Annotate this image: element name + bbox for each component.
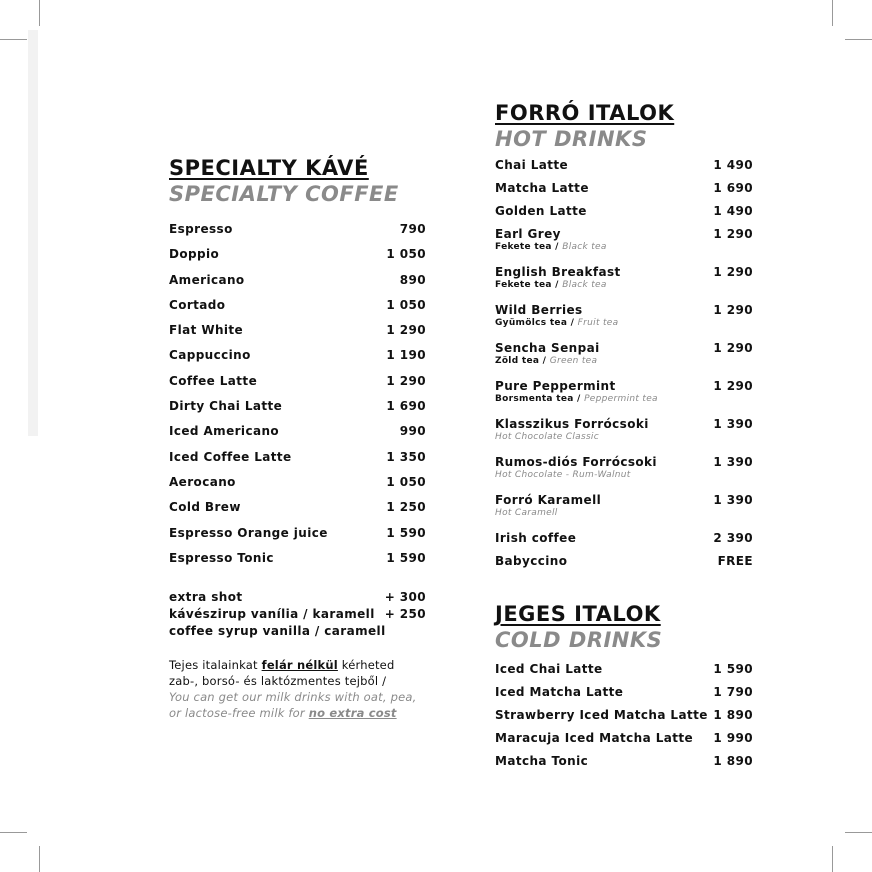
menu-item [495,417,753,455]
menu-item-subtitle [495,508,753,518]
menu-item-subtitle [495,280,753,290]
menu-item-price: + 300 [384,590,426,605]
menu-item-name: Golden Latte [495,204,587,218]
menu-item [169,273,426,298]
menu-item-name: Iced Chai Latte [495,662,603,676]
menu-item-name: Iced Americano [169,424,280,439]
menu-item-price: FREE [717,554,753,568]
menu-item-price: 1 390 [713,455,753,469]
crop-mark [832,846,833,872]
crop-mark [0,39,27,40]
menu-item [495,227,753,265]
specialty-coffee-section [169,155,426,721]
section-title-en: SPECIALTY COFFEE [169,182,399,206]
hot-drinks-section [495,100,753,577]
menu-item-subtitle [495,394,753,404]
subtitle-en: Hot Chocolate Classic [495,432,599,442]
menu-item-price: 1 190 [386,348,426,363]
menu-item-name: Flat White [169,323,244,338]
crop-mark [0,832,27,833]
menu-item [169,424,426,449]
menu-item-name: Pure Peppermint [495,379,616,393]
subtitle-hu: Borsmenta tea / [495,394,585,404]
milk-note [169,657,426,721]
menu-item-name: Chai Latte [495,158,569,172]
menu-item [169,323,426,348]
cold-item-list [495,662,753,777]
subtitle-hu: Gyümölcs tea / [495,318,578,328]
menu-item-price: 1 590 [713,662,753,676]
menu-item-name: Sencha Senpai [495,341,600,355]
menu-item [495,265,753,303]
menu-item-name: Cortado [169,297,226,312]
subtitle-en: Hot Caramell [495,508,558,518]
subtitle-en: Hot Chocolate - Rum-Walnut [495,470,631,480]
menu-item-name: Matcha Tonic [495,754,589,768]
menu-item [495,379,753,417]
menu-item-price: 1 290 [713,303,753,317]
extras-list [169,590,426,641]
menu-item [495,341,753,379]
menu-item-price: + 250 [384,607,426,622]
menu-item-name: Klasszikus Forrócsoki [495,417,649,431]
subtitle-hu: Fekete tea / [495,242,563,252]
subtitle-hu: Zöld tea / [495,356,550,366]
subtitle-en: Black tea [562,242,607,252]
menu-item [169,374,426,399]
menu-item-price: 1 290 [713,227,753,241]
menu-item [495,731,753,754]
menu-item-name: Strawberry Iced Matcha Latte [495,708,708,722]
menu-item [495,181,753,204]
menu-item-price: 1 350 [386,449,426,464]
menu-item [495,531,753,554]
menu-item-subtitle [495,432,753,442]
menu-item-name: extra shot [169,590,243,605]
subtitle-en: Peppermint tea [584,394,658,404]
menu-item-name: Coffee Latte [169,373,258,388]
section-title-hu: FORRÓ ITALOK [495,101,675,125]
menu-item [169,607,426,624]
menu-item [169,450,426,475]
note-hu-end: kérheted zab-, borsó- és laktózmentes tejből / [169,658,395,689]
menu-item-name: English Breakfast [495,265,621,279]
menu-item [169,399,426,424]
menu-item [495,685,753,708]
menu-item [495,455,753,493]
section-title-en: COLD DRINKS [495,628,663,652]
menu-item [495,708,753,731]
menu-item [495,662,753,685]
menu-item-price: 1 590 [386,550,426,565]
menu-item-name: kávészirup vanília / karamell [169,607,375,622]
menu-item-subtitle [495,356,753,366]
note-hu-start: Tejes italainkat [169,658,262,673]
note-en-start: You can get our milk drinks with oat, pea, or lactose-free milk for [169,690,417,721]
menu-item-name: Rumos-diós Forrócsoki [495,455,657,469]
menu-item-price: 1 290 [713,265,753,279]
specialty-item-list [169,222,426,576]
menu-item-price: 1 690 [386,399,426,414]
menu-item-name: Cappuccino [169,348,251,363]
hot-item-list [495,158,753,577]
menu-item-name: Forró Karamell [495,493,602,507]
menu-item-price: 1 990 [713,731,753,745]
menu-item [169,500,426,525]
menu-item [169,590,426,607]
menu-item-subtitle [495,470,753,480]
crop-mark [39,846,40,872]
menu-item-price: 1 050 [386,247,426,262]
note-hu-bold: felár nélkül [261,658,338,673]
crop-mark [845,832,872,833]
menu-item-name: Dirty Chai Latte [169,399,283,414]
left-margin-strip [28,30,38,436]
crop-mark [39,0,40,26]
menu-item-name: Iced Coffee Latte [169,449,292,464]
menu-item [495,303,753,341]
menu-item-name: Earl Grey [495,227,561,241]
menu-item-name: Maracuja Iced Matcha Latte [495,731,694,745]
menu-item-price: 890 [399,272,426,287]
section-title-en: HOT DRINKS [495,127,648,151]
menu-item-price: 1 050 [386,474,426,489]
menu-item-name: Espresso [169,222,233,236]
menu-item [495,754,753,777]
menu-item [169,624,426,641]
menu-item-price: 1 250 [386,500,426,515]
subtitle-en: Fruit tea [577,318,619,328]
menu-item [169,551,426,576]
menu-item-price: 1 050 [386,297,426,312]
menu-item-price: 790 [399,222,426,236]
menu-item [495,158,753,181]
section-title-hu: JEGES ITALOK [495,602,661,626]
cold-drinks-section [495,601,753,777]
menu-item-price: 1 890 [713,754,753,768]
menu-item-price: 1 590 [386,525,426,540]
menu-item [169,222,426,247]
section-title-hu: SPECIALTY KÁVÉ [169,156,369,180]
crop-mark [845,39,872,40]
menu-item-price: 1 390 [713,417,753,431]
menu-item-price: 1 790 [713,685,753,699]
menu-item [169,475,426,500]
menu-item-name: Cold Brew [169,500,241,515]
menu-item-name: coffee syrup vanilla / caramell [169,624,386,639]
menu-item-price: 2 390 [713,531,753,545]
menu-item-price: 1 490 [713,204,753,218]
menu-item [495,204,753,227]
menu-item [169,526,426,551]
subtitle-hu: Fekete tea / [495,280,563,290]
menu-item-subtitle [495,318,753,328]
menu-item-name: Iced Matcha Latte [495,685,624,699]
menu-item-price: 1 290 [386,373,426,388]
menu-item-name: Espresso Orange juice [169,525,328,540]
note-en-bold: no extra cost [308,706,397,721]
menu-item-price: 990 [399,424,426,439]
menu-item-name: Doppio [169,247,220,262]
menu-item [169,247,426,272]
menu-item-price: 1 490 [713,158,753,172]
menu-item [495,493,753,531]
menu-item-price: 1 290 [713,379,753,393]
menu-item-name: Americano [169,272,245,287]
note-en [169,690,416,720]
menu-item-name: Irish coffee [495,531,577,545]
menu-item [169,348,426,373]
menu-item-name: Aerocano [169,474,236,489]
menu-item-price: 1 390 [713,493,753,507]
menu-item-price: 1 690 [713,181,753,195]
menu-item-name: Wild Berries [495,303,583,317]
menu-item [495,554,753,577]
menu-item-price: 1 290 [713,341,753,355]
menu-item-name: Babyccino [495,554,568,568]
menu-item [169,298,426,323]
menu-item-name: Espresso Tonic [169,550,274,565]
crop-mark [832,0,833,26]
menu-item-price: 1 290 [386,323,426,338]
menu-item-subtitle [495,242,753,252]
subtitle-en: Green tea [549,356,598,366]
subtitle-en: Black tea [562,280,607,290]
menu-item-name: Matcha Latte [495,181,589,195]
menu-item-price: 1 890 [713,708,753,722]
